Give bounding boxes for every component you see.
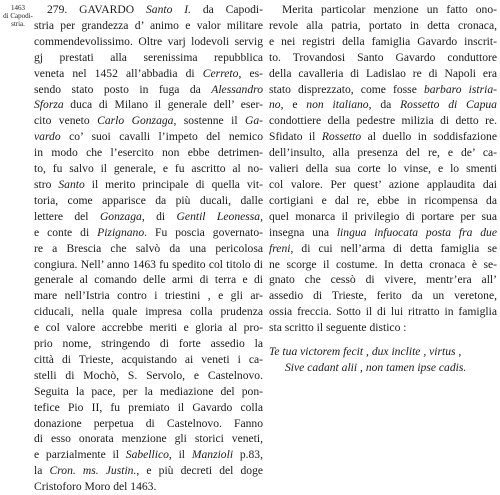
text-line bbox=[269, 18, 497, 34]
text-span: e parzialmente il bbox=[34, 448, 126, 462]
text-line bbox=[269, 97, 497, 113]
text-span: . Fu poscia governato- bbox=[144, 225, 263, 239]
text-line bbox=[34, 304, 263, 320]
text-line bbox=[269, 177, 497, 193]
text-span: , da bbox=[368, 98, 401, 112]
italic-text: Cerreto bbox=[202, 66, 239, 80]
text-span: stria per grandezza d’ animo e valor militare bbox=[34, 18, 263, 32]
text-line bbox=[269, 34, 497, 50]
text-line bbox=[34, 209, 263, 225]
text-line bbox=[34, 2, 263, 18]
text-line bbox=[269, 320, 497, 336]
text-line bbox=[34, 463, 263, 479]
text-span: generale al comando delle armi di terra e di bbox=[34, 273, 263, 287]
text-line bbox=[34, 368, 263, 384]
text-line bbox=[269, 129, 497, 145]
text-span: toria, come apparisce da più ducali, dalle bbox=[34, 193, 263, 207]
text-line bbox=[269, 272, 497, 288]
italic-text: Sforza bbox=[34, 98, 64, 112]
italic-text: lingua infuocata posta fra due bbox=[336, 225, 497, 239]
text-span: di esso onorata menzione gli storici veneti, bbox=[34, 432, 263, 446]
text-span: la bbox=[34, 464, 50, 478]
text-span: co’ suoi cavalli l’impeto del nemico bbox=[60, 130, 263, 144]
text-span: donazione perpetua di Castelnovo. Fanno bbox=[34, 416, 263, 430]
italic-text: Manzioli bbox=[191, 448, 234, 462]
text-span: valieri della sua corte lo vinse, e lo smenti bbox=[269, 162, 497, 176]
text-span: stelli di Mochò, S. Servolo, e Castelnovo. bbox=[34, 368, 263, 382]
text-span: ossia freccia. Sotto il di lui ritratto in famiglia bbox=[269, 305, 497, 319]
italic-text: Ga- bbox=[244, 114, 264, 128]
text-span: revole alla patria, portato in detta cronaca, bbox=[269, 18, 497, 32]
italic-text: Pizignano bbox=[97, 225, 145, 239]
verse-line-2: Sive cadant alii , non tamen ipse cadis. bbox=[285, 360, 467, 374]
text-span: della cavalleria di Ladislao re di Napoli era bbox=[269, 66, 497, 80]
text-span: al duello in soddisfazione bbox=[361, 130, 497, 144]
text-line bbox=[34, 400, 263, 416]
italic-text: Gentil Leonessa bbox=[176, 209, 261, 223]
italic-text: Rossetto bbox=[321, 130, 362, 144]
text-span: duca di Milano il generale dell’ eser- bbox=[63, 98, 263, 112]
text-span: quel monarca il privilegio di portare per sua bbox=[269, 209, 497, 223]
text-span: congiura. Nell’ anno 1463 fu spedito col titolo di bbox=[34, 257, 263, 271]
text-span: gnato che cessò di vivere, mentr’era all’ bbox=[269, 273, 497, 287]
text-line bbox=[34, 241, 263, 257]
text-line bbox=[34, 82, 263, 98]
italic-text: freni bbox=[269, 241, 291, 255]
text-span: e nei registri della famiglia Gavardo inscrit- bbox=[269, 34, 497, 48]
text-line bbox=[269, 257, 497, 273]
text-span: commendevolissimo. Oltre varj lodevoli servig bbox=[34, 34, 263, 48]
text-span: mare nell’Istria contro i triestini , e gli ar- bbox=[34, 289, 263, 303]
text-line bbox=[34, 18, 263, 34]
text-line bbox=[34, 225, 263, 241]
text-span: , il bbox=[168, 448, 192, 462]
text-line bbox=[269, 225, 497, 241]
text-span: 279. GAVARDO bbox=[47, 3, 146, 16]
italic-text: no bbox=[269, 98, 281, 112]
text-line bbox=[269, 288, 497, 304]
text-span: Merita particolar menzione un fatto ono- bbox=[282, 3, 497, 16]
text-line bbox=[34, 288, 263, 304]
text-line bbox=[269, 145, 497, 161]
left-column bbox=[34, 2, 263, 495]
italic-text: Gonzaga bbox=[99, 209, 142, 223]
text-line bbox=[269, 241, 497, 257]
marginal-year: 1463 bbox=[11, 4, 25, 12]
text-line bbox=[34, 129, 263, 145]
text-line bbox=[269, 304, 497, 320]
text-line bbox=[34, 320, 263, 336]
text-span: stato disprezzato, come fosse bbox=[269, 82, 424, 96]
text-line bbox=[269, 113, 497, 129]
text-span: re a Brescia che salvò da una pericolosa bbox=[34, 241, 263, 255]
text-line bbox=[34, 272, 263, 288]
text-span: , di cui nell’arma di detta famiglia se bbox=[290, 241, 497, 255]
text-line bbox=[34, 416, 263, 432]
italic-text: Santo I. bbox=[145, 3, 191, 16]
text-line bbox=[269, 66, 497, 82]
text-span: , e più decreti del doge bbox=[136, 464, 264, 478]
italic-text: vardo bbox=[34, 130, 61, 144]
text-line bbox=[34, 479, 263, 495]
text-span: prio nome, stringendo di forte assedio la bbox=[34, 337, 263, 351]
text-span: ne scorge il costume. In detta cronaca è se- bbox=[269, 257, 497, 271]
text-span: lettere del bbox=[34, 209, 100, 223]
text-span: , di bbox=[141, 209, 177, 223]
text-line bbox=[34, 161, 263, 177]
latin-distich bbox=[269, 336, 497, 376]
text-span: sendo stato posto in fuga da bbox=[34, 82, 212, 96]
text-line bbox=[34, 447, 263, 463]
text-span: cortigiani e dal re, ebbe in ricompensa da bbox=[269, 193, 497, 207]
text-span: ciducali, nella quale impresa colla prudenza bbox=[34, 305, 263, 319]
text-span: p.83, bbox=[233, 448, 264, 462]
text-line bbox=[34, 145, 263, 161]
text-span: col valore. Per quest’ azione applaudita dai bbox=[269, 177, 497, 191]
text-line bbox=[34, 431, 263, 447]
marginal-place: di Capodi- bbox=[3, 12, 33, 20]
italic-text: Santo bbox=[58, 177, 85, 191]
text-line bbox=[269, 82, 497, 98]
text-span: Cristoforo Moro del 1463. bbox=[34, 480, 157, 494]
italic-text: Alessandro bbox=[211, 82, 263, 96]
text-line bbox=[34, 384, 263, 400]
text-span: sta scritto il seguente distico : bbox=[269, 321, 407, 335]
italic-text: Carlo Gonzaga bbox=[97, 114, 174, 128]
text-line bbox=[34, 97, 263, 113]
text-span: stro bbox=[34, 177, 59, 191]
text-line bbox=[34, 66, 263, 82]
text-span: Sfidato il bbox=[269, 130, 322, 144]
italic-text: Cron. ms. Justin. bbox=[49, 464, 137, 478]
text-span: da Capodi- bbox=[191, 3, 263, 16]
text-span: to, fu salvo il generale, e fu ascritto al no- bbox=[34, 162, 263, 176]
marginal-place-end: stria. bbox=[11, 20, 25, 28]
text-span: insegna una bbox=[269, 225, 337, 239]
right-column bbox=[269, 2, 497, 376]
text-span: , e bbox=[280, 98, 307, 112]
text-span: cito veneto bbox=[34, 114, 98, 128]
text-span: veneta nel 1452 all’abbadia di bbox=[34, 66, 203, 80]
text-line bbox=[269, 209, 497, 225]
text-span: condottiere della pedestre milizia di detto re. bbox=[269, 114, 497, 128]
text-line bbox=[269, 161, 497, 177]
verse-line-1: Te tua victorem fecit , dux inclite , virtus , bbox=[269, 345, 462, 359]
text-span: assedio di Trieste, ferito da un veretone, bbox=[269, 289, 497, 303]
italic-text: non italiano bbox=[306, 98, 369, 112]
text-span: Seguita la pace, per la mediazione del pon- bbox=[34, 384, 263, 398]
text-line bbox=[34, 113, 263, 129]
text-span: tefice Pio II, fu premiato il Gavardo colla bbox=[34, 400, 263, 414]
text-span: gj prestati alla serenissima repubblica bbox=[34, 50, 263, 64]
text-line bbox=[34, 34, 263, 50]
text-span: e col valore accrebbe meriti e gloria al pro- bbox=[34, 321, 263, 335]
text-line bbox=[269, 2, 497, 18]
text-span: in modo che l’esercito non ebbe detrimen- bbox=[34, 146, 263, 160]
text-line bbox=[34, 257, 263, 273]
text-span: e conte di bbox=[34, 225, 98, 239]
text-line bbox=[269, 50, 497, 66]
text-line bbox=[34, 50, 263, 66]
marginal-note bbox=[3, 4, 33, 28]
text-span: città di Trieste, acquistando ai veneti i ca- bbox=[34, 352, 263, 366]
text-span: , es- bbox=[238, 66, 263, 80]
text-line bbox=[34, 177, 263, 193]
text-span: , sostenne il bbox=[173, 114, 245, 128]
right-column-paragraph bbox=[269, 2, 497, 336]
text-line bbox=[34, 352, 263, 368]
text-line bbox=[34, 193, 263, 209]
italic-text: Rossetto di Capua bbox=[400, 98, 497, 112]
text-span: dell’insulto, alla presenza del re, e de’ ca- bbox=[269, 146, 497, 160]
text-span: to. Trovandosi Santo Gavardo conduttore bbox=[269, 50, 497, 64]
italic-text: barbaro istria- bbox=[423, 82, 497, 96]
text-line bbox=[269, 193, 497, 209]
italic-text: Sabellico bbox=[125, 448, 169, 462]
text-span: , bbox=[260, 209, 263, 223]
text-span: il merito principale di quella vit- bbox=[84, 177, 263, 191]
text-line bbox=[34, 336, 263, 352]
